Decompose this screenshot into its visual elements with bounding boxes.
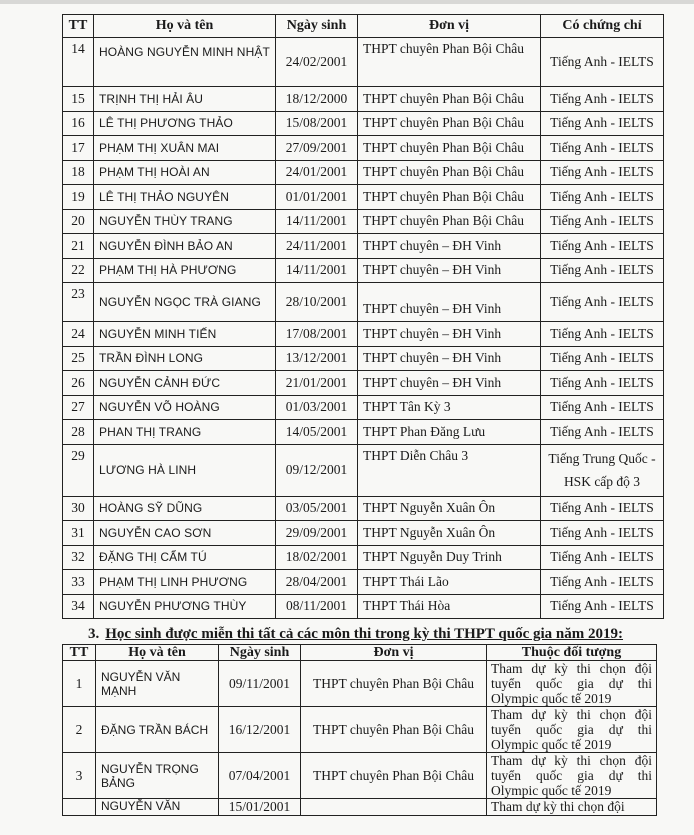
- section-number: 3.: [88, 626, 100, 642]
- student-name: NGUYỄN PHƯƠNG THÙY: [94, 594, 276, 619]
- table-row: [63, 395, 664, 420]
- school-unit: THPT Diễn Châu 3: [358, 444, 541, 496]
- row-number: 22: [63, 258, 94, 283]
- row-number: [63, 799, 96, 816]
- date-of-birth: 15/08/2001: [276, 111, 358, 136]
- school-unit: THPT chuyên Phan Bội Châu: [358, 209, 541, 234]
- student-name: NGUYỄN NGỌC TRÀ GIANG: [94, 283, 276, 322]
- certificate: Tiếng Anh - IELTS: [541, 209, 664, 234]
- table-row: [63, 521, 664, 546]
- student-name: LÊ THỊ THẢO NGUYÊN: [94, 185, 276, 210]
- table-row: [63, 545, 664, 570]
- table-row: [63, 371, 664, 396]
- school-unit: THPT chuyên Phan Bội Châu: [301, 753, 487, 799]
- certificate: Tiếng Anh - IELTS: [541, 283, 664, 322]
- row-number: 15: [63, 87, 94, 112]
- row-number: 19: [63, 185, 94, 210]
- row-number: 17: [63, 136, 94, 161]
- school-unit: THPT chuyên – ĐH Vinh: [358, 346, 541, 371]
- row-number: 33: [63, 570, 94, 595]
- student-name: NGUYỄN VĂN MẠNH: [96, 661, 219, 707]
- row-number: 2: [63, 707, 96, 753]
- table-row: [63, 283, 664, 322]
- row-number: 29: [63, 444, 94, 496]
- date-of-birth: 03/05/2001: [276, 496, 358, 521]
- header-group: Thuộc đối tượng: [487, 645, 657, 661]
- school-unit: THPT Nguyễn Duy Trinh: [358, 545, 541, 570]
- header-name: Họ và tên: [96, 645, 219, 661]
- row-number: 25: [63, 346, 94, 371]
- header-unit: Đơn vị: [358, 15, 541, 38]
- table-row: [63, 570, 664, 595]
- table-row: [63, 753, 657, 799]
- school-unit: THPT Phan Đăng Lưu: [358, 420, 541, 445]
- school-unit: THPT chuyên Phan Bội Châu: [358, 160, 541, 185]
- certificate: Tiếng Anh - IELTS: [541, 395, 664, 420]
- row-number: 3: [63, 753, 96, 799]
- school-unit: THPT Thái Hòa: [358, 594, 541, 619]
- student-name: NGUYỄN THÙY TRANG: [94, 209, 276, 234]
- table-row: [63, 209, 664, 234]
- school-unit: THPT chuyên Phan Bội Châu: [301, 707, 487, 753]
- date-of-birth: 09/12/2001: [276, 444, 358, 496]
- student-name: NGUYỄN MINH TIẾN: [94, 322, 276, 347]
- table-row: [63, 111, 664, 136]
- school-unit: THPT Nguyễn Xuân Ôn: [358, 521, 541, 546]
- student-name: ĐẶNG THỊ CẨM TÚ: [94, 545, 276, 570]
- header-unit: Đơn vị: [301, 645, 487, 661]
- date-of-birth: 21/01/2001: [276, 371, 358, 396]
- header-dob: Ngày sinh: [276, 15, 358, 38]
- certificate: Tiếng Anh - IELTS: [541, 87, 664, 112]
- certificate: Tiếng Anh - IELTS: [541, 258, 664, 283]
- date-of-birth: 16/12/2001: [219, 707, 301, 753]
- table-row: [63, 346, 664, 371]
- certificate: Tiếng Anh - IELTS: [541, 420, 664, 445]
- row-number: 24: [63, 322, 94, 347]
- student-name: NGUYỄN CẢNH ĐỨC: [94, 371, 276, 396]
- student-name: TRẦN ĐÌNH LONG: [94, 346, 276, 371]
- school-unit: THPT chuyên Phan Bội Châu: [358, 185, 541, 210]
- table-row: [63, 594, 664, 619]
- date-of-birth: 24/01/2001: [276, 160, 358, 185]
- table-row: [63, 234, 664, 259]
- header-tt: TT: [63, 15, 94, 38]
- row-number: 26: [63, 371, 94, 396]
- eligibility-group: Tham dự kỳ thi chọn đội tuyển quốc gia dự thi Olympic quốc tế 2019: [487, 661, 657, 707]
- certificate: Tiếng Anh - IELTS: [541, 185, 664, 210]
- date-of-birth: 18/12/2000: [276, 87, 358, 112]
- school-unit: THPT Tân Kỳ 3: [358, 395, 541, 420]
- school-unit: THPT chuyên – ĐH Vinh: [358, 258, 541, 283]
- section-title: Học sinh được miễn thi tất cả các môn thi trong kỳ thi THPT quốc gia năm 2019:: [105, 626, 624, 642]
- school-unit: THPT Nguyễn Xuân Ôn: [358, 496, 541, 521]
- row-number: 20: [63, 209, 94, 234]
- certificate: Tiếng Anh - IELTS: [541, 371, 664, 396]
- table-row: [63, 707, 657, 753]
- row-number: 30: [63, 496, 94, 521]
- section-3-heading: [88, 626, 623, 643]
- row-number: 16: [63, 111, 94, 136]
- student-name: NGUYỄN VĂN: [96, 799, 219, 816]
- table-row: [63, 87, 664, 112]
- date-of-birth: 27/09/2001: [276, 136, 358, 161]
- eligibility-group: Tham dự kỳ thi chọn đội tuyển quốc gia dự thi Olympic quốc tế 2019: [487, 707, 657, 753]
- table-row: [63, 444, 664, 496]
- row-number: 1: [63, 661, 96, 707]
- certificate: Tiếng Anh - IELTS: [541, 594, 664, 619]
- row-number: 27: [63, 395, 94, 420]
- student-name: TRỊNH THỊ HẢI ÂU: [94, 87, 276, 112]
- student-name: PHẠM THỊ LINH PHƯƠNG: [94, 570, 276, 595]
- row-number: 32: [63, 545, 94, 570]
- date-of-birth: 14/05/2001: [276, 420, 358, 445]
- certificate: Tiếng Anh - IELTS: [541, 160, 664, 185]
- table-row: [63, 136, 664, 161]
- header-dob: Ngày sinh: [219, 645, 301, 661]
- row-number: 14: [63, 38, 94, 87]
- student-name: LƯƠNG HÀ LINH: [94, 444, 276, 496]
- date-of-birth: 07/04/2001: [219, 753, 301, 799]
- date-of-birth: 01/03/2001: [276, 395, 358, 420]
- certificate: Tiếng Anh - IELTS: [541, 570, 664, 595]
- date-of-birth: 14/11/2001: [276, 258, 358, 283]
- certificate: Tiếng Anh - IELTS: [541, 346, 664, 371]
- table-row: [63, 496, 664, 521]
- eligibility-group: Tham dự kỳ thi chọn đội tuyển quốc gia dự thi Olympic quốc tế 2019: [487, 753, 657, 799]
- school-unit: THPT chuyên Phan Bội Châu: [358, 136, 541, 161]
- row-number: 34: [63, 594, 94, 619]
- certificate: Tiếng Trung Quốc - HSK cấp độ 3: [541, 444, 664, 496]
- school-unit: THPT chuyên – ĐH Vinh: [358, 234, 541, 259]
- table-row: [63, 38, 664, 87]
- row-number: 21: [63, 234, 94, 259]
- date-of-birth: 08/11/2001: [276, 594, 358, 619]
- school-unit: THPT chuyên Phan Bội Châu: [358, 38, 541, 87]
- date-of-birth: 15/01/2001: [219, 799, 301, 816]
- school-unit: THPT chuyên – ĐH Vinh: [358, 322, 541, 347]
- certificate: Tiếng Anh - IELTS: [541, 111, 664, 136]
- date-of-birth: 13/12/2001: [276, 346, 358, 371]
- school-unit: THPT chuyên Phan Bội Châu: [358, 87, 541, 112]
- student-name: NGUYỄN CAO SƠN: [94, 521, 276, 546]
- row-number: 28: [63, 420, 94, 445]
- date-of-birth: 09/11/2001: [219, 661, 301, 707]
- date-of-birth: 24/02/2001: [276, 38, 358, 87]
- row-number: 18: [63, 160, 94, 185]
- school-unit: THPT chuyên Phan Bội Châu: [358, 111, 541, 136]
- date-of-birth: 28/04/2001: [276, 570, 358, 595]
- student-name: PHẠM THỊ XUÂN MAI: [94, 136, 276, 161]
- student-name: HOÀNG NGUYỄN MINH NHẬT: [94, 38, 276, 87]
- date-of-birth: 17/08/2001: [276, 322, 358, 347]
- date-of-birth: 18/02/2001: [276, 545, 358, 570]
- certificate: Tiếng Anh - IELTS: [541, 322, 664, 347]
- certificate: Tiếng Anh - IELTS: [541, 545, 664, 570]
- date-of-birth: 14/11/2001: [276, 209, 358, 234]
- header-name: Họ và tên: [94, 15, 276, 38]
- date-of-birth: 29/09/2001: [276, 521, 358, 546]
- table-row: [63, 322, 664, 347]
- school-unit: THPT chuyên Phan Bội Châu: [301, 661, 487, 707]
- student-name: HOÀNG SỸ DŨNG: [94, 496, 276, 521]
- table-row: [63, 258, 664, 283]
- school-unit: [301, 799, 487, 816]
- row-number: 31: [63, 521, 94, 546]
- table-row: [63, 661, 657, 707]
- eligibility-group: Tham dự kỳ thi chọn đội: [487, 799, 657, 816]
- school-unit: THPT chuyên – ĐH Vinh: [358, 371, 541, 396]
- row-number: 23: [63, 283, 94, 322]
- header-tt: TT: [63, 645, 96, 661]
- exempt-students-table: [62, 644, 657, 816]
- date-of-birth: 24/11/2001: [276, 234, 358, 259]
- student-name: PHAN THỊ TRANG: [94, 420, 276, 445]
- date-of-birth: 01/01/2001: [276, 185, 358, 210]
- table-row: [63, 185, 664, 210]
- header-certificate: Có chứng chỉ: [541, 15, 664, 38]
- scan-edge-shadow: [0, 0, 694, 4]
- certificate-students-table: [62, 14, 664, 619]
- student-name: NGUYỄN TRỌNG BẢNG: [96, 753, 219, 799]
- table-row: [63, 160, 664, 185]
- student-name: LÊ THỊ PHƯƠNG THẢO: [94, 111, 276, 136]
- table-header-row: [63, 15, 664, 38]
- table-row: [63, 420, 664, 445]
- student-name: PHẠM THỊ HÀ PHƯƠNG: [94, 258, 276, 283]
- certificate: Tiếng Anh - IELTS: [541, 496, 664, 521]
- school-unit: THPT chuyên – ĐH Vinh: [358, 283, 541, 322]
- certificate: Tiếng Anh - IELTS: [541, 136, 664, 161]
- certificate: Tiếng Anh - IELTS: [541, 234, 664, 259]
- table-row: [63, 799, 657, 816]
- certificate: Tiếng Anh - IELTS: [541, 521, 664, 546]
- student-name: PHẠM THỊ HOÀI AN: [94, 160, 276, 185]
- student-name: NGUYỄN ĐÌNH BẢO AN: [94, 234, 276, 259]
- certificate: Tiếng Anh - IELTS: [541, 38, 664, 87]
- school-unit: THPT Thái Lão: [358, 570, 541, 595]
- student-name: ĐẶNG TRẦN BÁCH: [96, 707, 219, 753]
- student-name: NGUYỄN VÕ HOÀNG: [94, 395, 276, 420]
- date-of-birth: 28/10/2001: [276, 283, 358, 322]
- table-header-row: [63, 645, 657, 661]
